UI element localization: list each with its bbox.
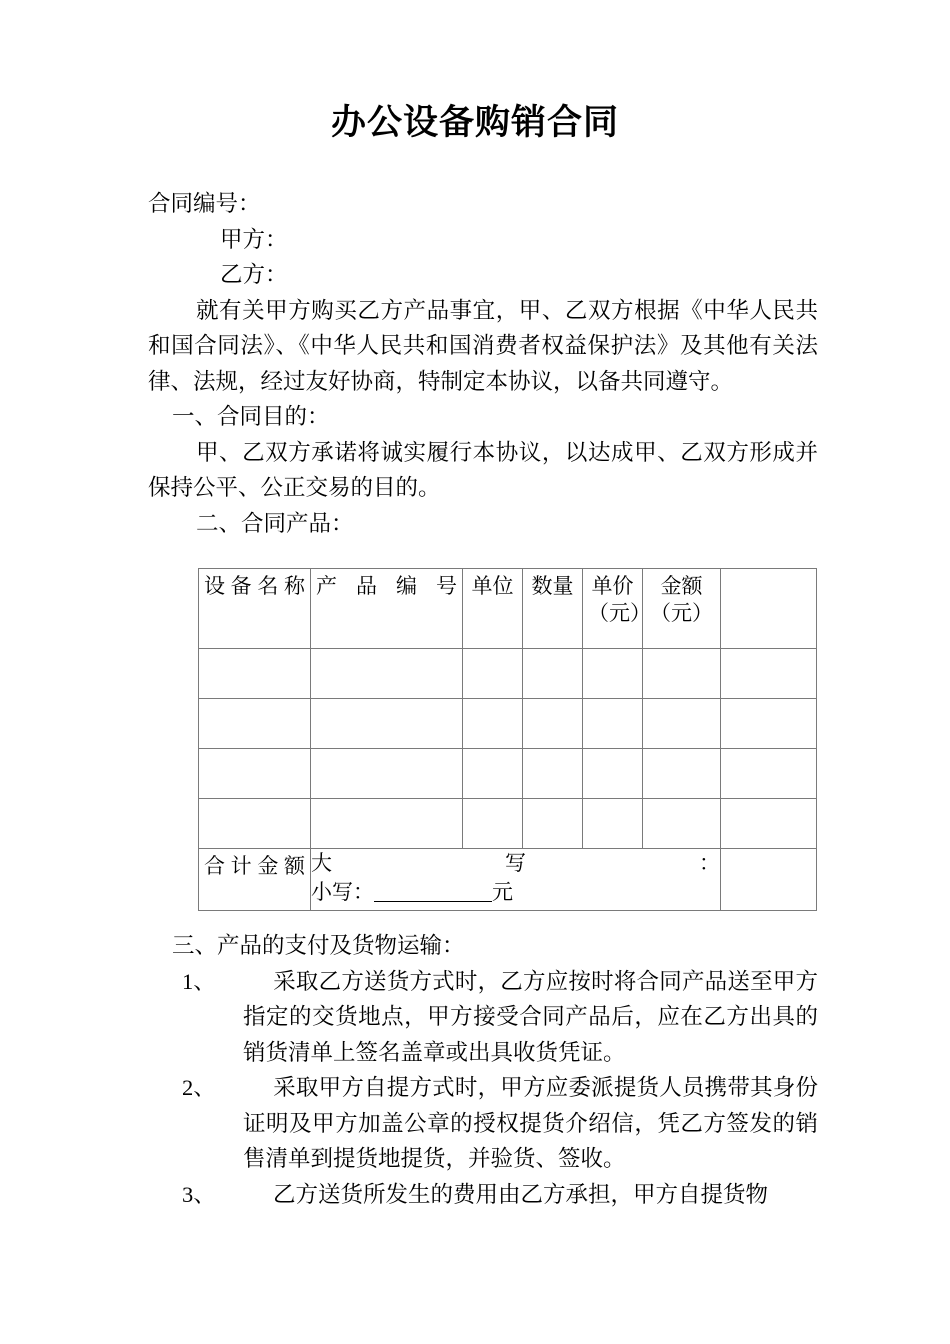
table-header-text: 金额（元） bbox=[650, 574, 713, 625]
cell-unit[interactable] bbox=[463, 649, 523, 699]
cell-product-code[interactable] bbox=[311, 749, 463, 799]
cell-equipment-name[interactable] bbox=[199, 749, 311, 799]
total-label-text: 合计金额 bbox=[204, 854, 305, 878]
cell-unit-price[interactable] bbox=[583, 749, 643, 799]
cell-equipment-name[interactable] bbox=[199, 699, 311, 749]
cell-total-value[interactable] bbox=[311, 849, 721, 911]
cell-product-code[interactable] bbox=[311, 699, 463, 749]
table-header-text: 数量 bbox=[531, 574, 574, 598]
list-item bbox=[148, 1177, 818, 1213]
preamble-paragraph: 就有关甲方购买乙方产品事宜，甲、乙双方根据《中华人民共和国合同法》、《中华人民共和国消费者权益保护法》及其他有关法律、法规，经过友好协商，特制定本协议，以备共同遵守。 bbox=[148, 297, 818, 394]
cell-equipment-name[interactable] bbox=[199, 799, 311, 849]
cell-total-label bbox=[199, 849, 311, 911]
cell-unit-price[interactable] bbox=[583, 699, 643, 749]
cell-unit[interactable] bbox=[463, 699, 523, 749]
product-table-container bbox=[198, 568, 816, 911]
table-row[interactable] bbox=[199, 799, 817, 849]
cell-blank[interactable] bbox=[721, 799, 817, 849]
cell-amount[interactable] bbox=[643, 649, 721, 699]
amount-in-figures-row bbox=[311, 878, 720, 907]
table-header-text: 产品编号 bbox=[316, 574, 457, 598]
cell-unit[interactable] bbox=[463, 799, 523, 849]
section-heading-products: 二、合同产品： bbox=[196, 510, 354, 536]
list-item-number: 2、 bbox=[182, 1075, 216, 1100]
cell-amount[interactable] bbox=[643, 799, 721, 849]
list-item-text: 采取甲方自提方式时，甲方应委派提货人员携带其身份证明及甲方加盖公章的授权提货介绍信，凭乙方签发的销售清单到提货地提货，并验货、签收。 bbox=[243, 1075, 818, 1171]
table-row[interactable] bbox=[199, 699, 817, 749]
cell-unit[interactable] bbox=[463, 749, 523, 799]
list-item-text: 乙方送货所发生的费用由乙方承担，甲方自提货物 bbox=[273, 1181, 769, 1207]
cell-unit-price[interactable] bbox=[583, 649, 643, 699]
cell-product-code[interactable] bbox=[311, 799, 463, 849]
cell-quantity[interactable] bbox=[523, 699, 583, 749]
cell-blank[interactable] bbox=[721, 699, 817, 749]
table-header-cell-amount bbox=[643, 569, 721, 649]
table-header-cell-unit bbox=[463, 569, 523, 649]
cell-blank[interactable] bbox=[721, 649, 817, 699]
cell-total-blank[interactable] bbox=[721, 849, 817, 911]
page-title: 办公设备购销合同 bbox=[330, 103, 619, 142]
table-header-cell-equipment-name bbox=[199, 569, 311, 649]
list-item-number: 3、 bbox=[182, 1181, 216, 1207]
table-total-row bbox=[199, 849, 817, 911]
party-a-label: 甲方： bbox=[220, 226, 288, 252]
table-header-text: 设备名称 bbox=[204, 574, 305, 598]
section-body-purpose: 甲、乙双方承诺将诚实履行本协议，以达成甲、乙双方形成并保持公平、公正交易的目的。 bbox=[148, 439, 818, 500]
table-header-cell-blank bbox=[721, 569, 817, 649]
table-header-cell-quantity bbox=[523, 569, 583, 649]
cell-blank[interactable] bbox=[721, 749, 817, 799]
table-row[interactable] bbox=[199, 749, 817, 799]
amount-in-figures-input[interactable] bbox=[374, 883, 492, 902]
cell-quantity[interactable] bbox=[523, 649, 583, 699]
table-header-text bbox=[721, 569, 816, 573]
table-header-text: 单价（元） bbox=[588, 574, 651, 625]
party-b-label: 乙方： bbox=[220, 262, 288, 287]
table-header-text: 单位 bbox=[471, 574, 514, 598]
table-row[interactable] bbox=[199, 649, 817, 699]
contract-number-label: 合同编号： bbox=[148, 191, 261, 216]
list-item-number: 1、 bbox=[182, 968, 216, 994]
currency-unit-label: 元 bbox=[492, 880, 513, 904]
product-table bbox=[198, 568, 817, 911]
table-header-row bbox=[199, 569, 817, 649]
list-item bbox=[148, 1070, 818, 1177]
document-upper-body bbox=[148, 186, 818, 541]
section-heading-payment-transport: 三、产品的支付及货物运输： bbox=[172, 933, 465, 958]
table-header-cell-product-code bbox=[311, 569, 463, 649]
list-item bbox=[148, 964, 818, 1071]
cell-amount[interactable] bbox=[643, 749, 721, 799]
section-heading-purpose: 一、合同目的： bbox=[172, 404, 330, 429]
cell-quantity[interactable] bbox=[523, 749, 583, 799]
cell-amount[interactable] bbox=[643, 699, 721, 749]
document-lower-body bbox=[148, 928, 818, 1212]
table-header-cell-unit-price bbox=[583, 569, 651, 649]
amount-in-words-label: 大写： bbox=[311, 851, 720, 875]
cell-equipment-name[interactable] bbox=[199, 649, 311, 699]
amount-in-figures-label: 小写： bbox=[311, 880, 374, 904]
cell-product-code[interactable] bbox=[311, 649, 463, 699]
list-item-text: 采取乙方送货方式时，乙方应按时将合同产品送至甲方指定的交货地点，甲方接受合同产品后，应在乙方出具的销货清单上签名盖章或出具收货凭证。 bbox=[243, 968, 818, 1065]
cell-unit-price[interactable] bbox=[583, 799, 643, 849]
cell-quantity[interactable] bbox=[523, 799, 583, 849]
